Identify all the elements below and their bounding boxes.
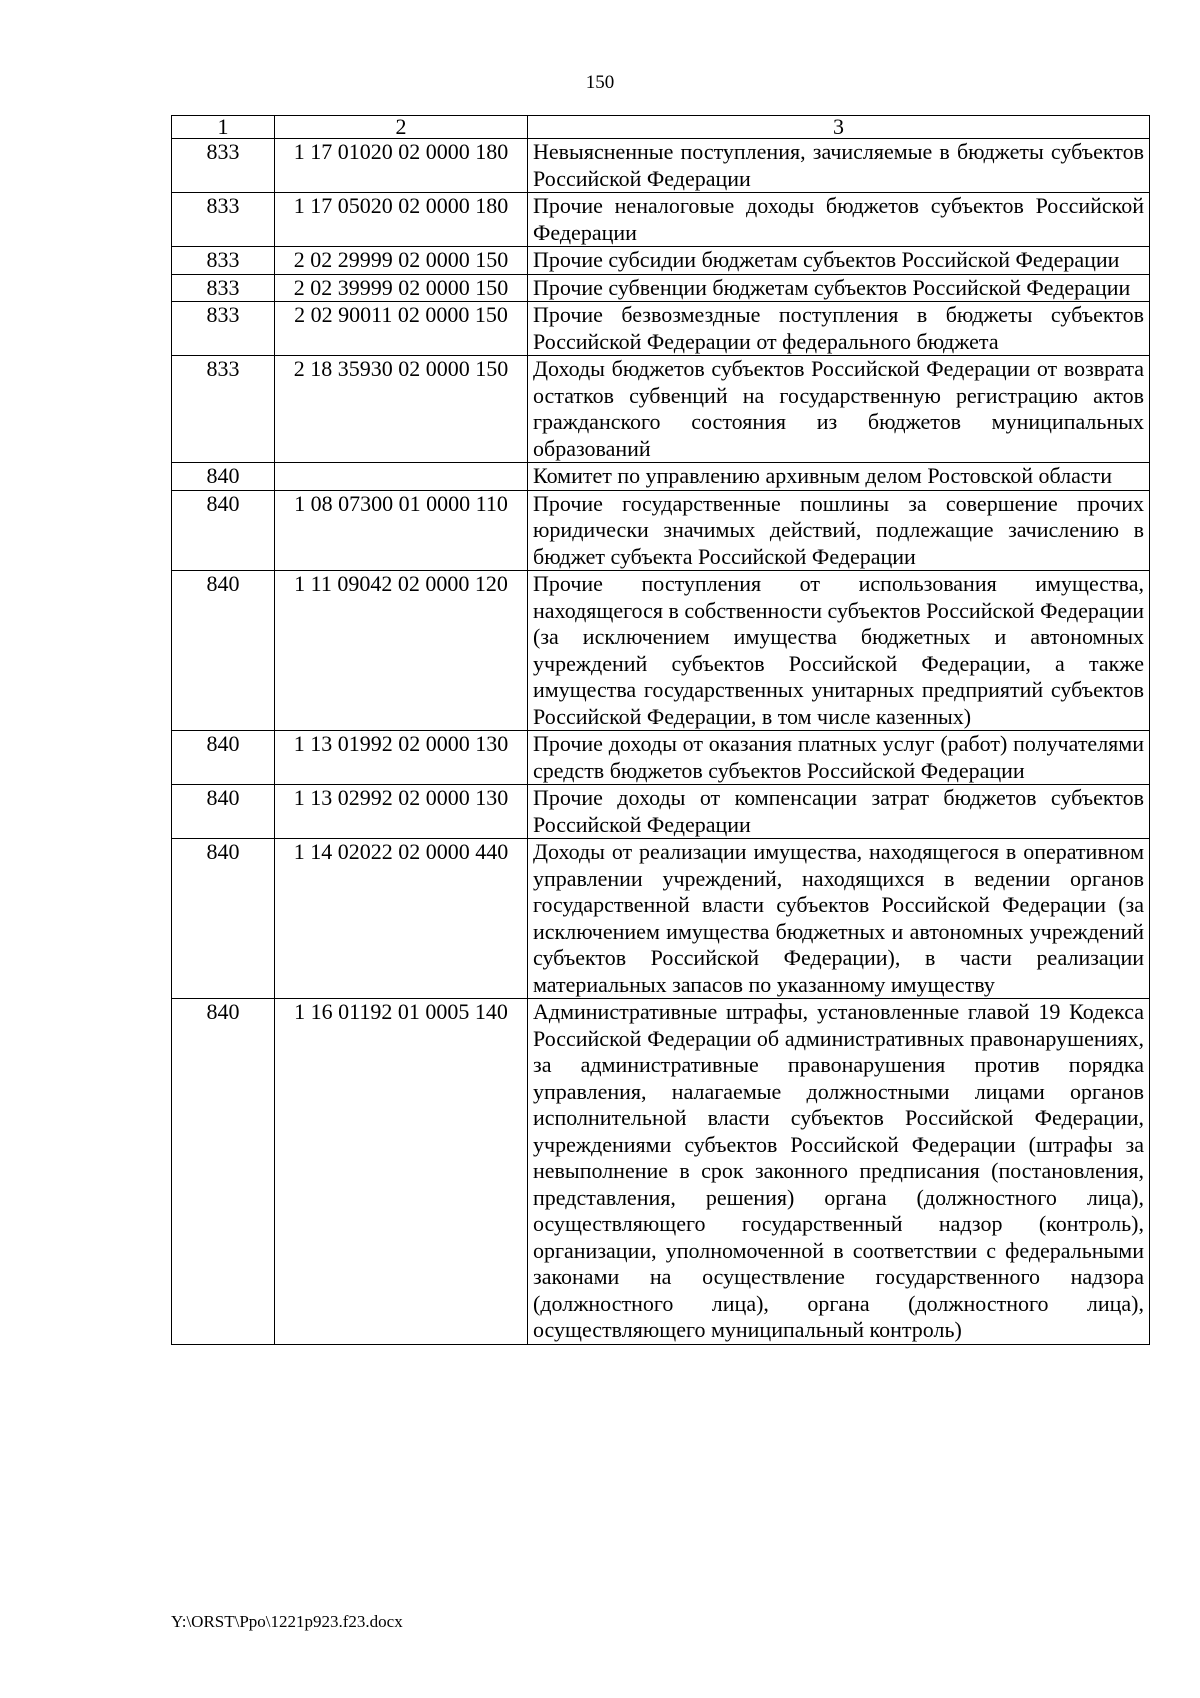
revenue-code-cell: 1 17 01020 02 0000 180 bbox=[275, 139, 528, 193]
header-row bbox=[172, 116, 1150, 139]
admin-code-cell: 833 bbox=[172, 274, 275, 302]
table-row bbox=[172, 193, 1150, 247]
table-row bbox=[172, 356, 1150, 463]
table-header bbox=[172, 116, 1150, 139]
description-cell: Прочие доходы от оказания платных услуг (работ) получателями средств бюджетов субъектов Российской Федерации bbox=[528, 731, 1150, 785]
revenue-code-cell: 1 13 01992 02 0000 130 bbox=[275, 731, 528, 785]
revenue-code-cell: 1 17 05020 02 0000 180 bbox=[275, 193, 528, 247]
description-cell: Прочие поступления от использования имущества, находящегося в собственности субъектов Российской Федерации (за исключением имущества бюджетных и автономных учреждений субъектов Российской Федерации, а также имущества государственных унитарных предприятий субъектов Российской Федерации, в том числе казенных) bbox=[528, 571, 1150, 731]
table-row bbox=[172, 463, 1150, 491]
revenue-code-cell bbox=[275, 463, 528, 491]
table-row bbox=[172, 302, 1150, 356]
description-cell: Комитет по управлению архивным делом Ростовской области bbox=[528, 463, 1150, 491]
table-row bbox=[172, 731, 1150, 785]
page-number: 150 bbox=[585, 72, 615, 93]
table-row bbox=[172, 571, 1150, 731]
admin-code-cell: 840 bbox=[172, 785, 275, 839]
description-cell: Прочие доходы от компенсации затрат бюджетов субъектов Российской Федерации bbox=[528, 785, 1150, 839]
description-cell: Доходы бюджетов субъектов Российской Федерации от возврата остатков субвенций на государственную регистрацию актов гражданского состояния из бюджетов муниципальных образований bbox=[528, 356, 1150, 463]
header-col-1: 1 bbox=[172, 116, 275, 139]
table-row bbox=[172, 490, 1150, 571]
admin-code-cell: 833 bbox=[172, 139, 275, 193]
description-cell: Прочие субвенции бюджетам субъектов Российской Федерации bbox=[528, 274, 1150, 302]
revenue-code-cell: 2 02 39999 02 0000 150 bbox=[275, 274, 528, 302]
admin-code-cell: 833 bbox=[172, 193, 275, 247]
description-cell: Прочие субсидии бюджетам субъектов Российской Федерации bbox=[528, 247, 1150, 275]
revenue-code-cell: 1 11 09042 02 0000 120 bbox=[275, 571, 528, 731]
revenue-code-cell: 2 18 35930 02 0000 150 bbox=[275, 356, 528, 463]
description-cell: Невыясненные поступления, зачисляемые в бюджеты субъектов Российской Федерации bbox=[528, 139, 1150, 193]
table-row bbox=[172, 785, 1150, 839]
description-cell: Прочие государственные пошлины за совершение прочих юридически значимых действий, подлежащие зачислению в бюджет субъекта Российской Федерации bbox=[528, 490, 1150, 571]
table-row bbox=[172, 274, 1150, 302]
revenue-code-cell: 1 16 01192 01 0005 140 bbox=[275, 999, 528, 1345]
description-cell: Доходы от реализации имущества, находящегося в оперативном управлении учреждений, находящихся в ведении органов государственной власти субъектов Российской Федерации (за исключением имущества бюджетных и автономных учреждений субъектов Российской Федерации), в части реализации материальных запасов по указанному имуществу bbox=[528, 839, 1150, 999]
header-col-3: 3 bbox=[528, 116, 1150, 139]
revenue-code-cell: 1 08 07300 01 0000 110 bbox=[275, 490, 528, 571]
table-row bbox=[172, 839, 1150, 999]
revenue-code-cell: 2 02 29999 02 0000 150 bbox=[275, 247, 528, 275]
admin-code-cell: 833 bbox=[172, 302, 275, 356]
admin-code-cell: 840 bbox=[172, 839, 275, 999]
table-row bbox=[172, 139, 1150, 193]
admin-code-cell: 833 bbox=[172, 247, 275, 275]
file-path-footer: Y:\ORST\Ppo\1221p923.f23.docx bbox=[171, 1612, 403, 1631]
description-cell: Административные штрафы, установленные главой 19 Кодекса Российской Федерации об административных правонарушениях, за административные правонарушения против порядка управления, налагаемые должностными лицами органов исполнительной власти субъектов Российской Федерации, учреждениями субъектов Российской Федерации (штрафы за невыполнение в срок законного предписания (постановления, представления, решения) органа (должностного лица), осуществляющего государственный надзор (контроль), организации, уполномоченной в соответствии с федеральными законами на осуществление государственного надзора (должностного лица), органа (должностного лица), осуществляющего муниципальный контроль) bbox=[528, 999, 1150, 1345]
revenue-code-cell: 1 14 02022 02 0000 440 bbox=[275, 839, 528, 999]
admin-code-cell: 840 bbox=[172, 463, 275, 491]
table-body bbox=[172, 139, 1150, 1345]
table-row bbox=[172, 999, 1150, 1345]
admin-code-cell: 833 bbox=[172, 356, 275, 463]
revenue-code-cell: 2 02 90011 02 0000 150 bbox=[275, 302, 528, 356]
admin-code-cell: 840 bbox=[172, 999, 275, 1345]
revenue-code-cell: 1 13 02992 02 0000 130 bbox=[275, 785, 528, 839]
admin-code-cell: 840 bbox=[172, 571, 275, 731]
revenue-codes-table bbox=[171, 115, 1150, 1345]
description-cell: Прочие безвозмездные поступления в бюджеты субъектов Российской Федерации от федерального бюджета bbox=[528, 302, 1150, 356]
header-col-2: 2 bbox=[275, 116, 528, 139]
admin-code-cell: 840 bbox=[172, 490, 275, 571]
admin-code-cell: 840 bbox=[172, 731, 275, 785]
table-row bbox=[172, 247, 1150, 275]
description-cell: Прочие неналоговые доходы бюджетов субъектов Российской Федерации bbox=[528, 193, 1150, 247]
